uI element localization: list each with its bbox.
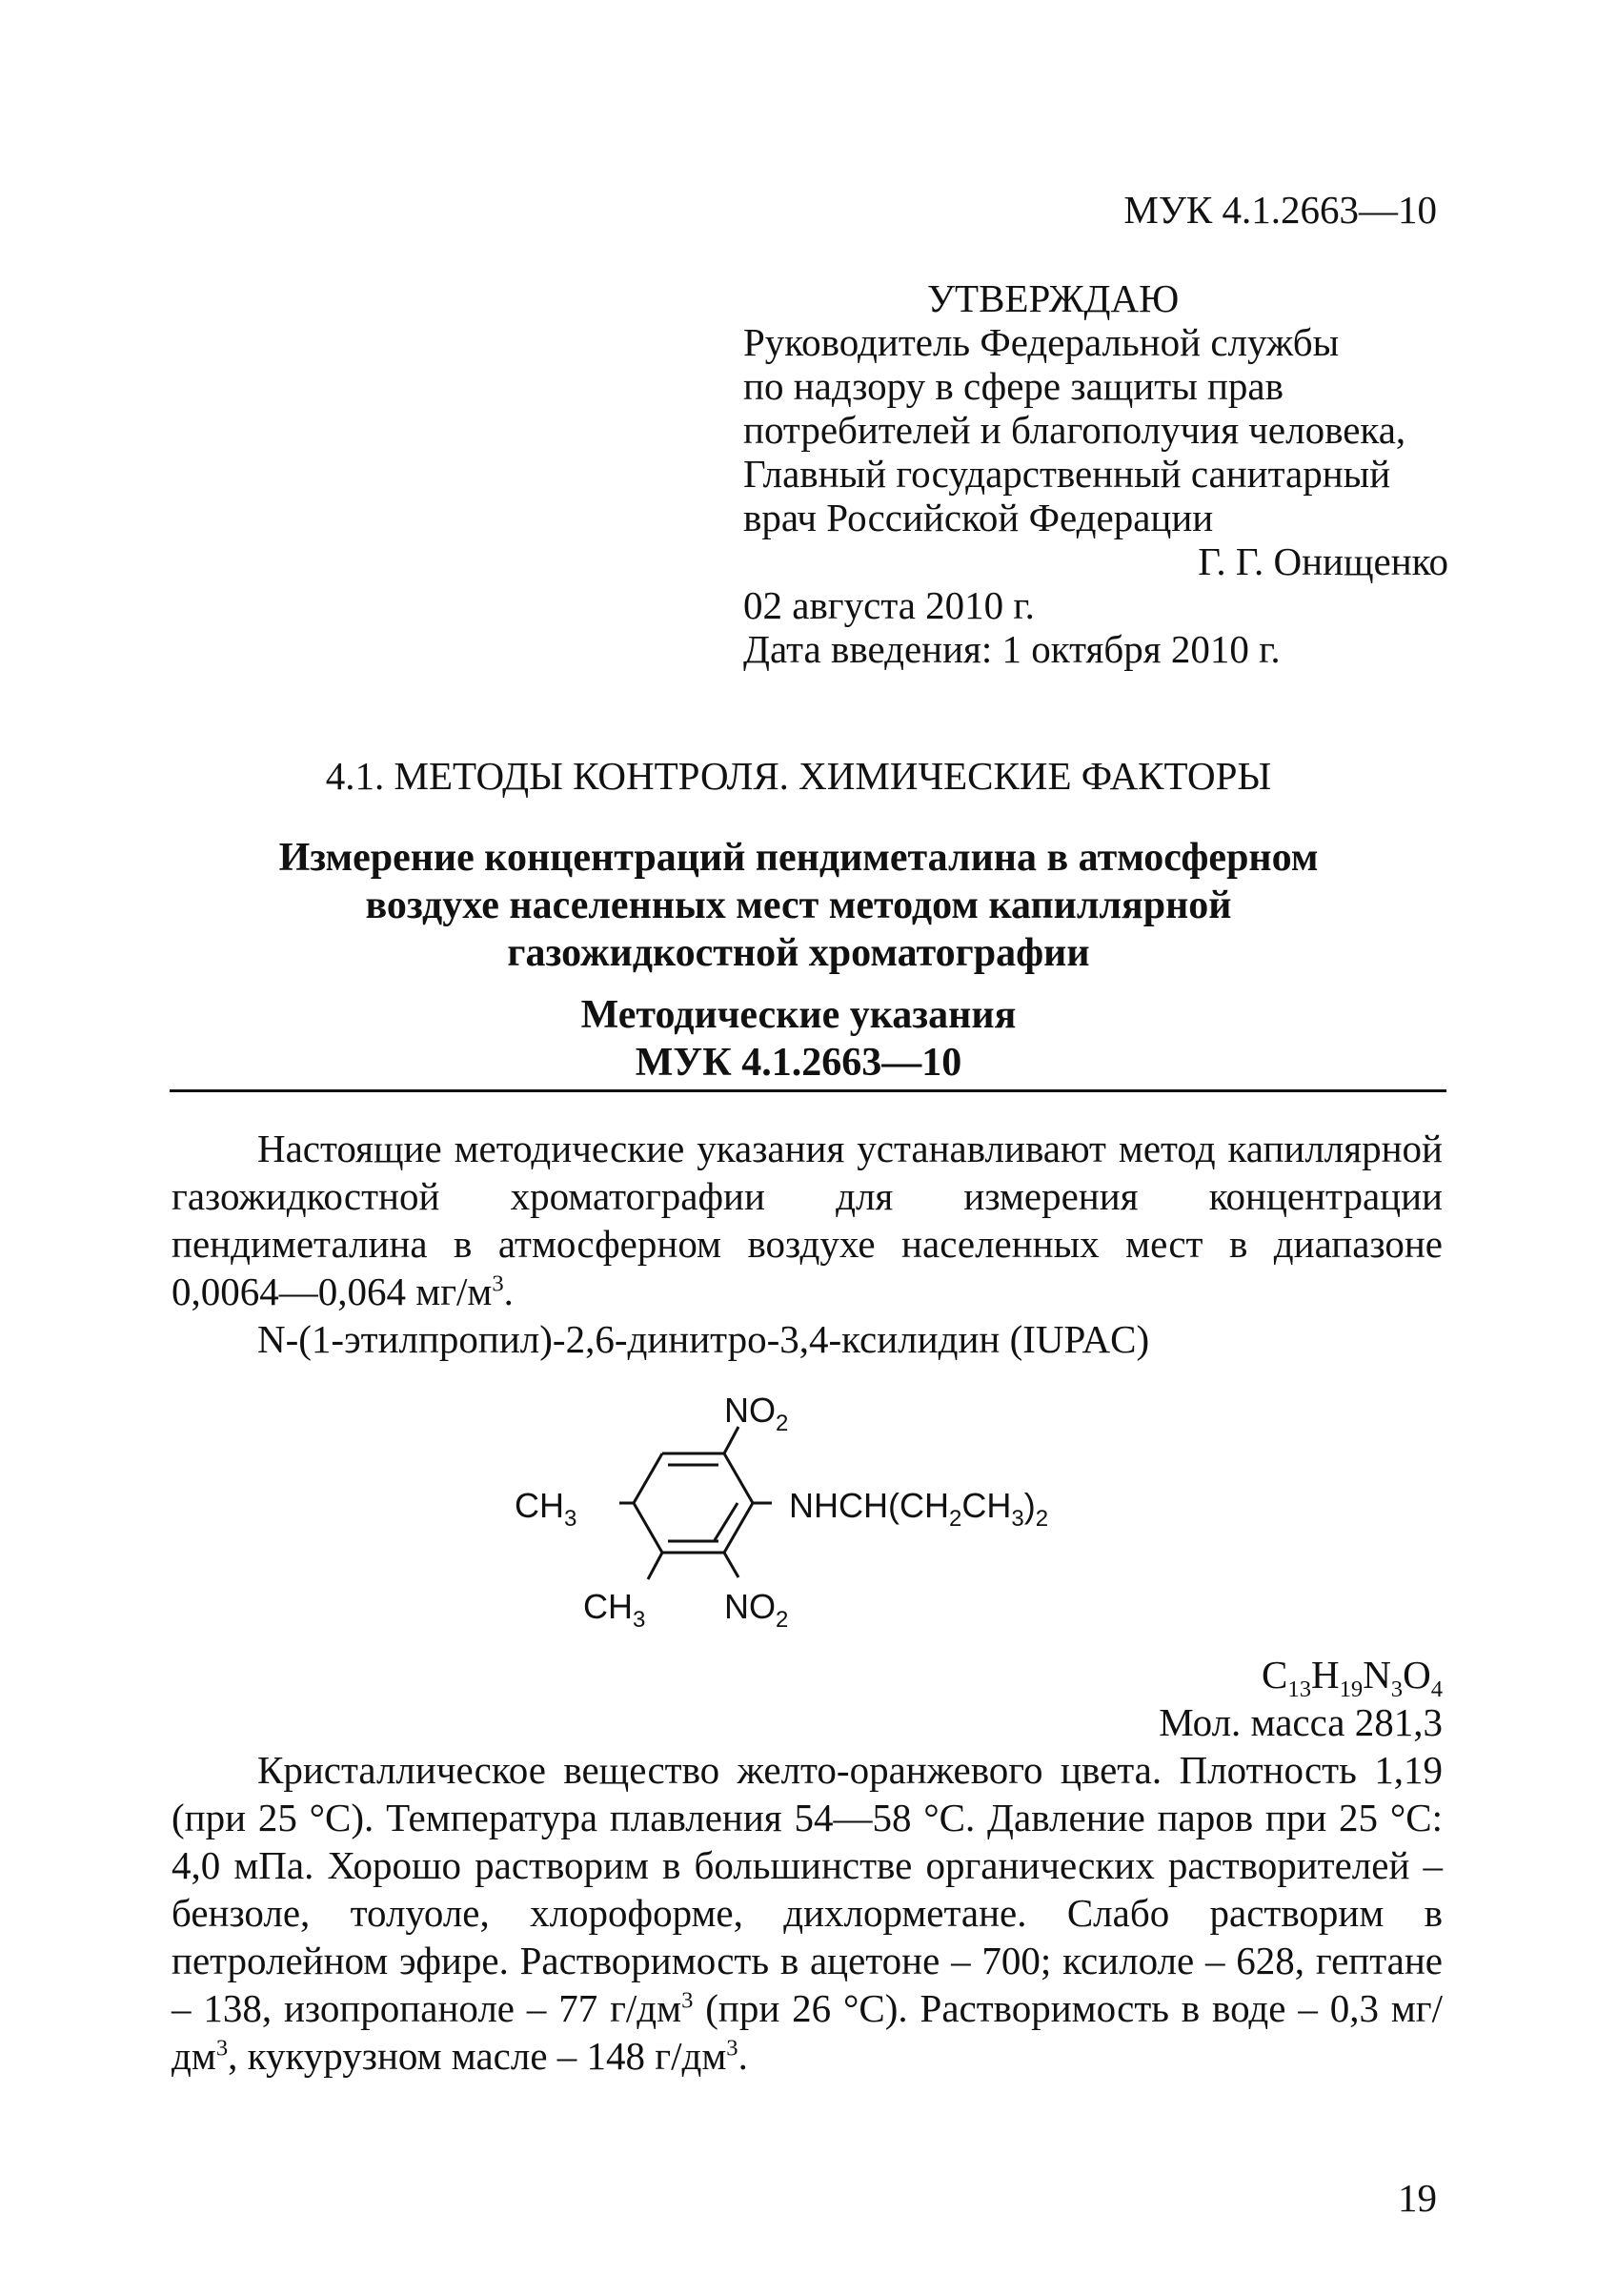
introduction-date: Дата введения: 1 октября 2010 г.	[743, 627, 1281, 671]
document-subtitle	[0, 991, 1597, 1087]
properties-paragraph: Кристаллическое вещество желто-оранжевого цвета. Плотность 1,19 (при 25 °С). Температура плавления 54—58 °С. Давление паров при 25 °С: 4,0 мПа. Хорошо растворим в большинстве органических растворителей – бензоле, толуоле, хлороформе, дихлорметане. Слабо растворим в петролейном эфире. Растворимость в ацетоне – 700; ксилоле – 628, гептане – 138, изопропаноле – 77 $г/дм^3$ (при 26 °С). Растворимость в воде – 0,3 $мг/дм^3$, кукурузном масле – 148 $г/дм^3$.	[172, 1748, 1443, 2078]
ch3-bottom-label: $CH_3$	[583, 1587, 646, 1633]
intro-sup: 3	[492, 1270, 504, 1297]
no2-bottom-label: $NO_2$	[724, 1587, 789, 1633]
formula-block	[172, 1651, 1443, 1746]
structural-formula	[495, 1382, 1086, 1668]
properties-text: Кристаллическое вещество желто-оранжевого цвета. Плотность 1,19 (при 25 °С). Температура плавления 54—58 °С. Давление паров при 25 °С: 4,0 мПа. Хорошо растворим в большинстве органических растворителей – бензоле, толуоле, хлороформе, дихлорметане. Слабо растворим в петролейном эфире. Растворимость в ацетоне – 700; ксилоле – 628, гептане – 138, изопропаноле – 77 г/дм	[172, 1748, 1443, 2030]
intro-end: .	[503, 1270, 514, 1313]
intro-paragraph	[172, 1125, 1443, 1363]
approval-signer: Г. Г. Онищенко	[1198, 539, 1448, 583]
approval-line: Руководитель Федеральной службы	[743, 320, 1340, 364]
approval-title: УТВЕРЖДАЮ	[927, 276, 1180, 320]
title-line: Измерение концентраций пендиметалина в атмосферном	[278, 836, 1319, 880]
subtitle-line: Методические указания	[580, 993, 1017, 1037]
code-line: МУК 4.1.2663—10	[635, 1041, 962, 1085]
approval-block	[743, 276, 1448, 671]
iupac-name: N-(1-этилпропил)-2,6-динитро-3,4-ксилидин (IUPAC)	[257, 1317, 1150, 1361]
approval-line: врач Российской Федерации	[743, 496, 1214, 539]
page-number: 19	[1398, 2176, 1437, 2220]
no2-top-label: $NO_2$	[724, 1391, 789, 1436]
section-heading: 4.1. МЕТОДЫ КОНТРОЛЯ. ХИМИЧЕСКИЕ ФАКТОРЫ	[325, 754, 1272, 798]
approval-line: Главный государственный санитарный	[743, 452, 1391, 496]
molecular-formula: $C_{13}H_{19}N_3O_4$	[1262, 1653, 1443, 1703]
amine-group-label: $NHCH(CH_2CH_3)_2$	[789, 1486, 1049, 1532]
approval-line: по надзору в сфере защиты прав	[743, 364, 1284, 408]
intro-text: Настоящие методические указания устанавливают метод капиллярной газожидкостной хроматографии для измерения концентрации пендиметалина в атмосферном воздухе населенных мест в диапазоне 0,0064—0,064 мг/м	[172, 1127, 1443, 1313]
molecular-mass: Мол. масса 281,3	[1159, 1700, 1443, 1744]
approval-line: потребителей и благополучия человека,	[743, 408, 1406, 452]
title-line: воздухе населенных мест методом капиллярной	[365, 884, 1232, 927]
benzene-ring	[619, 1427, 772, 1579]
approval-date: 02 августа 2010 г.	[743, 583, 1035, 627]
ch3-left-label: $CH_3$	[515, 1486, 577, 1532]
document-title	[0, 834, 1597, 977]
title-divider	[170, 1089, 1446, 1092]
document-number: МУК 4.1.2663—10	[1123, 188, 1437, 232]
title-line: газожидкостной хроматографии	[507, 931, 1090, 975]
